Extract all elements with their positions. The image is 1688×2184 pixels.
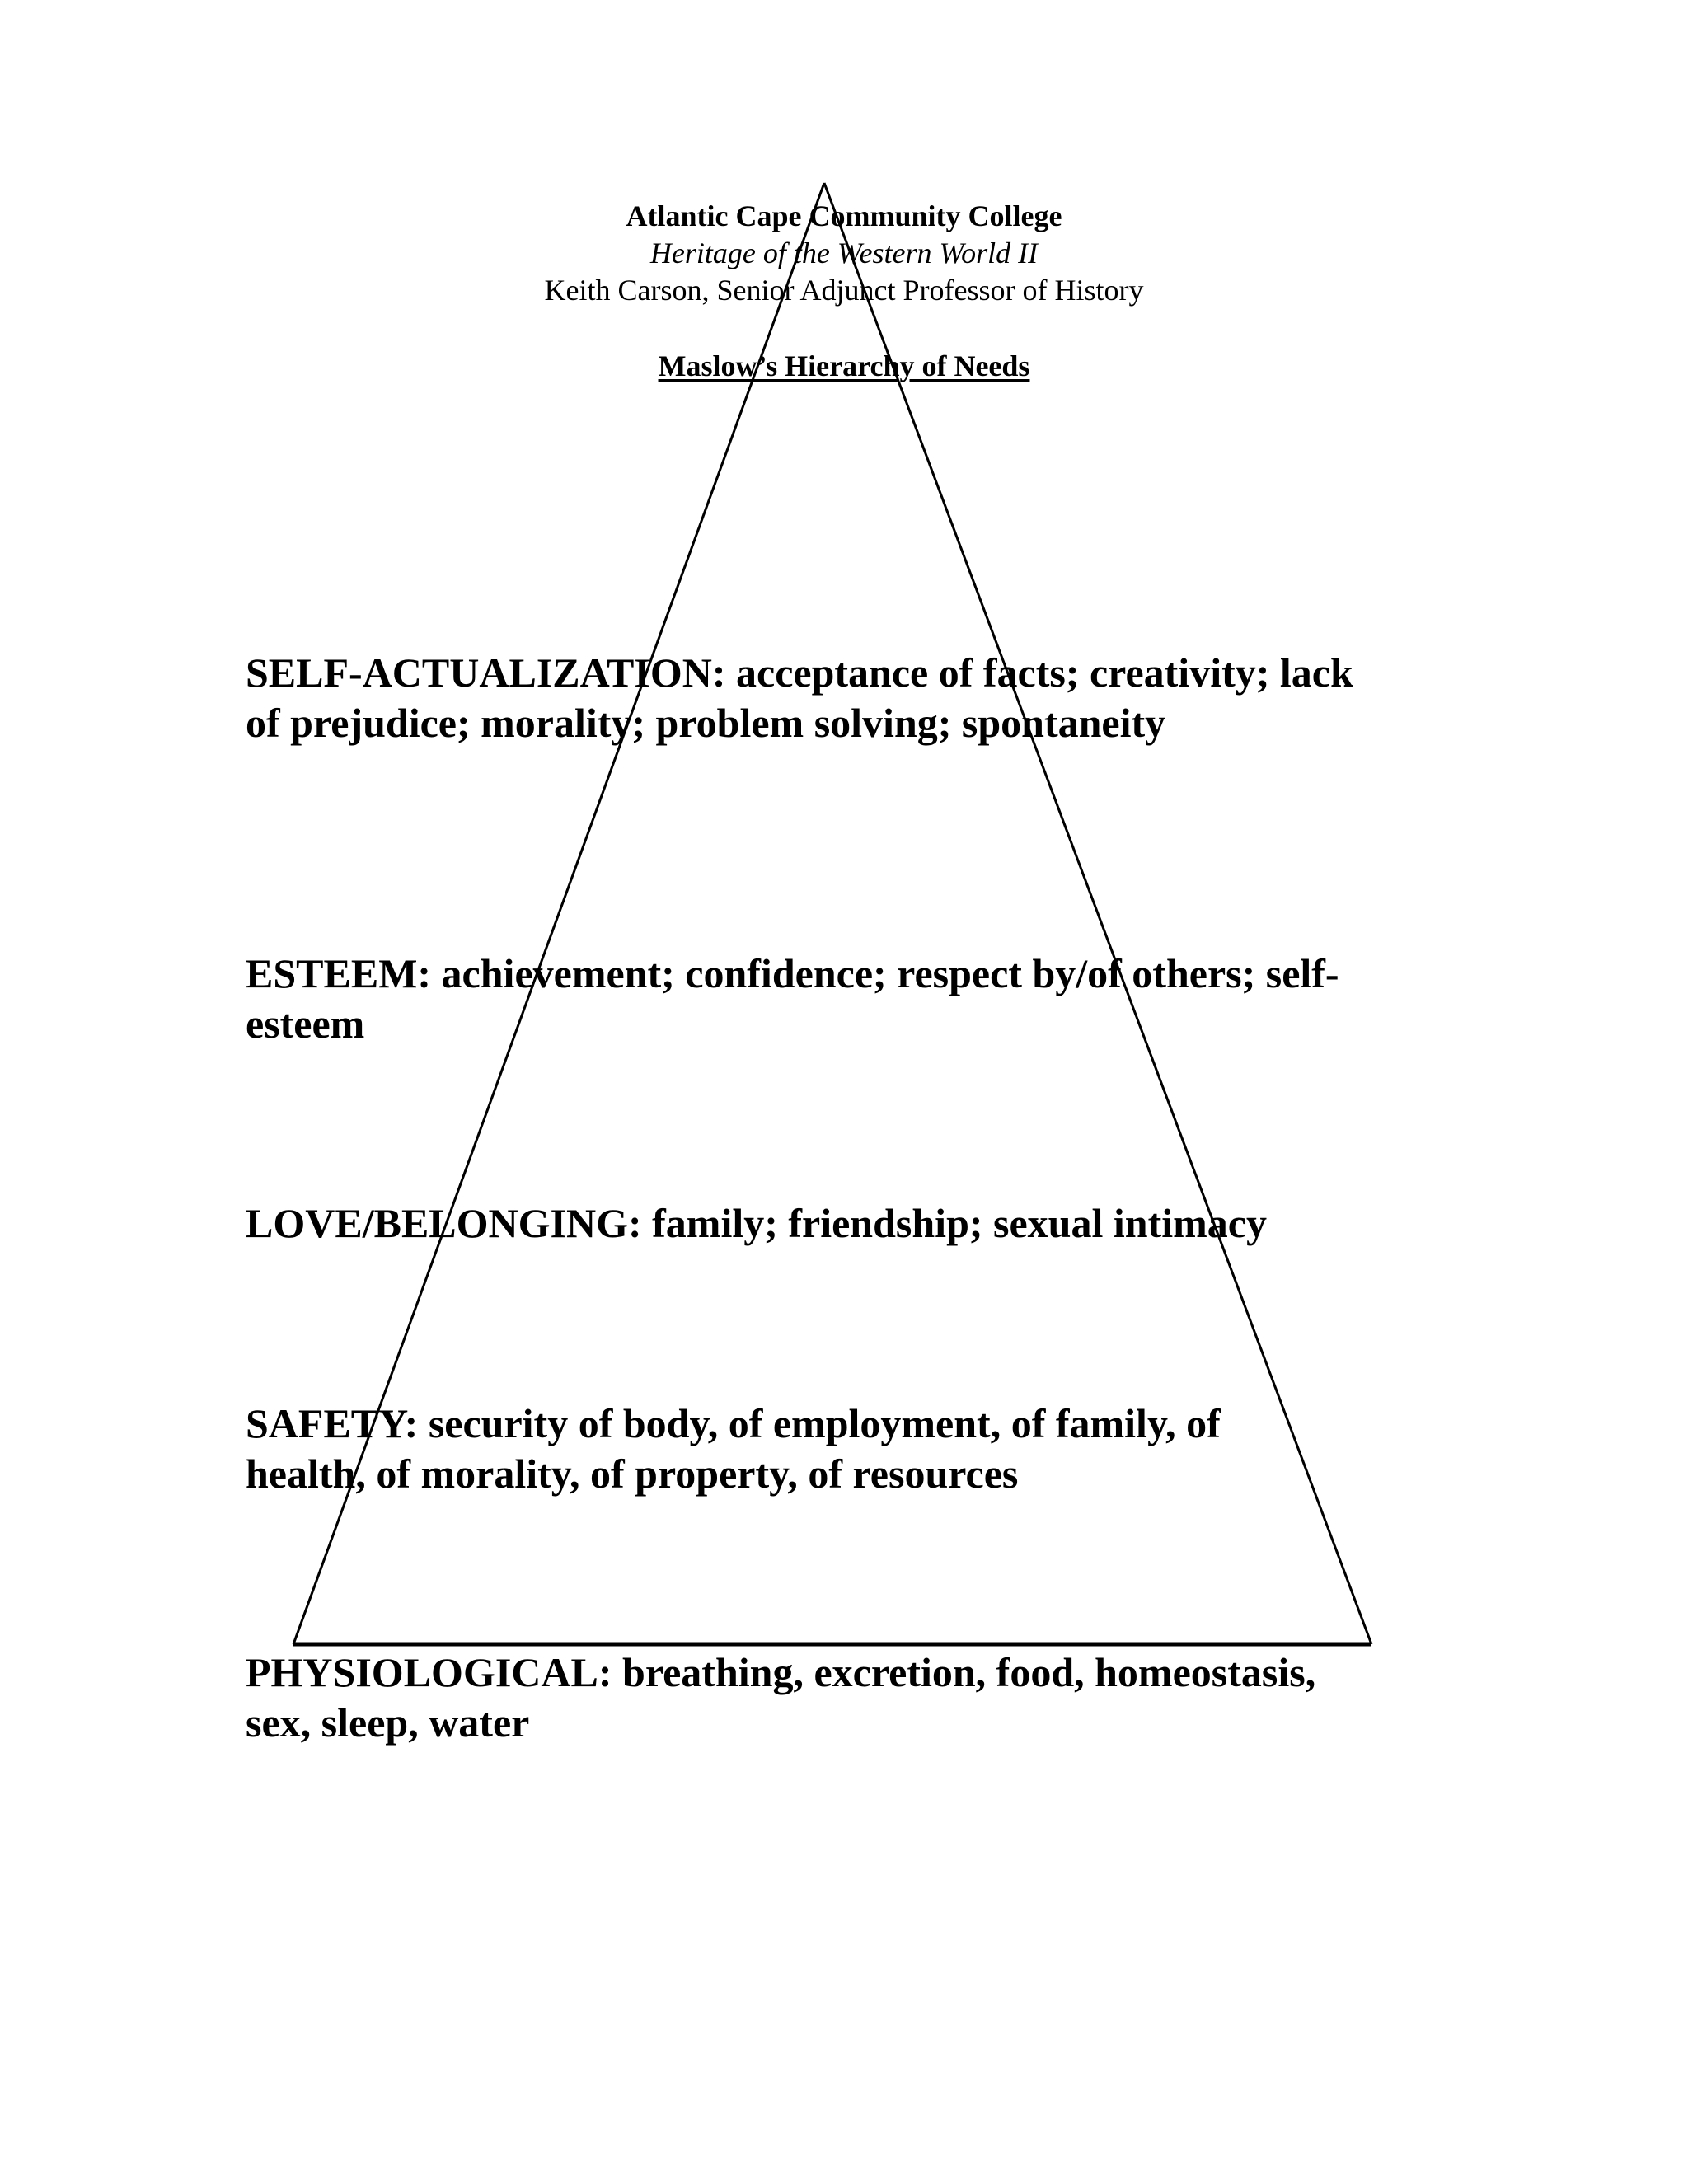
level-text-line: health, of morality, of property, of resources (246, 1451, 1019, 1497)
level-text-line: LOVE/BELONGING: family; friendship; sexual intimacy (246, 1200, 1267, 1246)
level-text-line: of prejudice; morality; problem solving; spontaneity (246, 700, 1166, 746)
level-safety (246, 1399, 1441, 1499)
instructor-line: Keith Carson, Senior Adjunct Professor of History (544, 274, 1144, 307)
level-self-actualization (246, 648, 1441, 748)
level-physiological (246, 1647, 1441, 1748)
course-title: Heritage of the Western World II (649, 237, 1039, 269)
level-esteem (246, 949, 1441, 1049)
level-text-line: sex, sleep, water (246, 1699, 530, 1746)
institution-name: Atlantic Cape Community College (626, 199, 1062, 232)
level-text-line: SELF-ACTUALIZATION: acceptance of facts; creativity; lack (246, 649, 1353, 696)
level-text-line: ESTEEM: achievement; confidence; respect by/of others; self- (246, 950, 1339, 996)
level-text-line: PHYSIOLOGICAL: breathing, excretion, food, homeostasis, (246, 1649, 1316, 1695)
document-title: Maslow’s Hierarchy of Needs (658, 349, 1030, 382)
level-text-line: esteem (246, 1001, 365, 1047)
level-love-belonging (246, 1198, 1441, 1249)
level-text-line: SAFETY: security of body, of employment, of family, of (246, 1400, 1221, 1446)
